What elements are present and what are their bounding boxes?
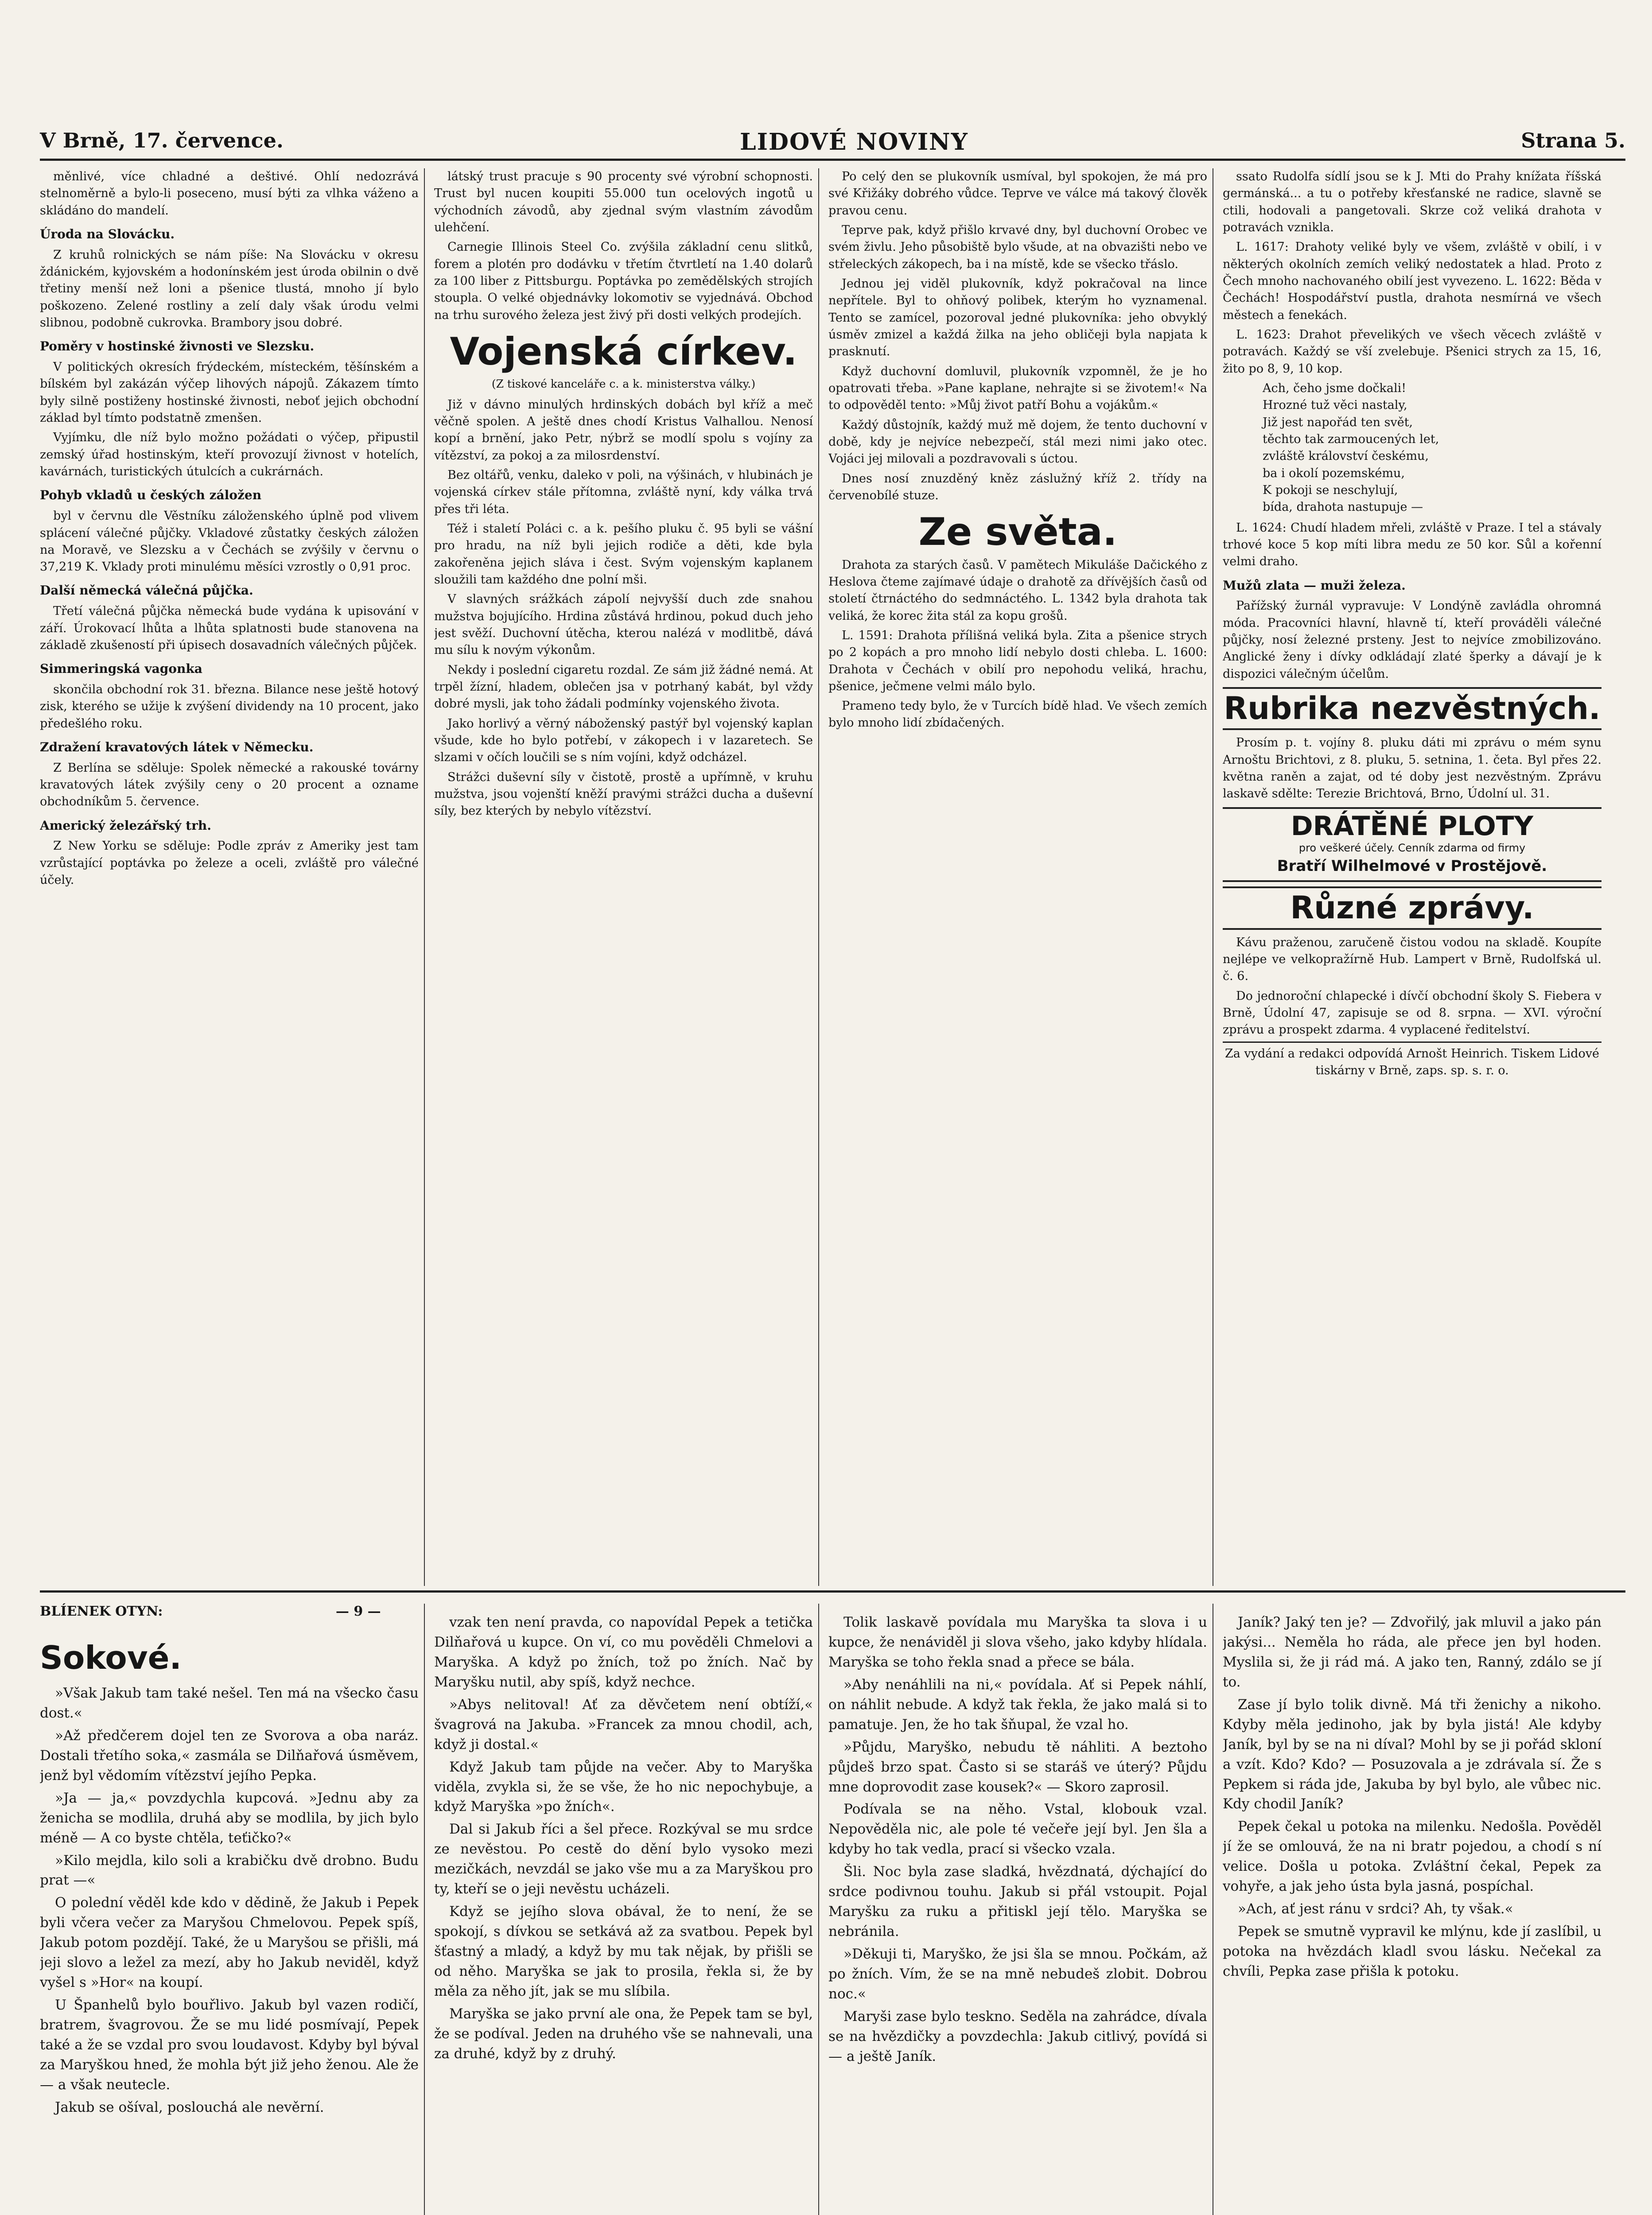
serial-paragraph: Maryška se jako první ale ona, že Pepek tam se byl, že se podíval. Jeden na druhého vše se nahnevali, una za druhé, když by z druhý. <box>434 2005 813 2062</box>
article-paragraph: L. 1617: Drahoty veliké byly ve všem, zvláště v obilí, i v některých okolních zemích veliký nedostatek a hlad. Proto z Čech mnoho nachovaného obilí jest vyvezeno. L. 1622: Běda v Čechách! Hospodářství pustla, drahota nesmírná ve všech městech a fenekách. <box>1223 240 1601 322</box>
article-paragraph: V slavných srážkách zápolí nejvyšší duch zde snahou mužstva bojujícího. Hrdina zůstává hrdinou, pokud duch jeho jest svěží. Duchovní útěcha, kterou nalézá v modlitbě, dává mu sílu k novým výkonům. <box>434 592 813 657</box>
poem-line: zvláště království českému, <box>1263 449 1429 463</box>
serial-label <box>40 1604 419 1619</box>
serial-paragraph: vzak ten není pravda, co napovídal Pepek a tetička Dilňařová u kupce. On ví, co mu pověděli Chmelovi a Maryška. A když po žních, tož po žních. Nač by Maryšku nutil, aby spíš, když nechce. <box>434 1614 813 1690</box>
poem-line: ba i okolí pozemskému, <box>1263 466 1405 480</box>
serial-paragraph: »Až předčerem dojel ten ze Svorova a oba naráz. Dostali třetího soka,« zasmála se Dilňařová úsměvem, jenž byl vědomím vítězství jejího Pepka. <box>40 1727 419 1784</box>
serial-paragraph: Maryši zase bylo teskno. Seděla na zahrádce, dívala se na hvězdičky a povzdechla: Jakub citlivý, povídá si — a ještě Janík. <box>828 2008 1207 2064</box>
article-paragraph: Již v dávno minulých hrdinských dobách byl kříž a meč věčně spolen. A ještě dnes chodí Kristus Valhallou. Nenosí kopí a brnění, jako Petr, nýbrž se modlí spolu s vojíny za vítězství, za pokoj a za milosrdenství. <box>434 397 813 462</box>
serial-column-3 <box>828 1613 1207 2215</box>
serial-paragraph: »Ja — ja,« povzdychla kupcová. »Jednu aby za ženicha se modlila, druhá aby se modlila, by jich bylo méně — A co byste chtěla, teťičko?« <box>40 1790 419 1846</box>
ad-text: Kávu praženou, zaručeně čistou vodou na skladě. Koupíte nejlépe ve velkopražírně Hub. Lampert v Brně, Rudolfská ul. č. 6. <box>1223 935 1601 983</box>
ad-text: Prosím p. t. vojíny 8. pluku dáti mi zprávu o mém synu Arnoštu Brichtovi, z 8. pluku, 5. setnina, 1. četa. Byl přes 22. května raněn a zajat, od té doby jest nezvěstným. Zprávu laskavě sdělte: Terezie Brichtová, Brno, Údolní ul. 31. <box>1223 736 1601 801</box>
serial-paragraph: Podívala se na něho. Vstal, klobouk vzal. Nepověděla nic, ale pole té večeře její byl. Jen šla a kdyby ho tak vedla, prací si všecko vzala. <box>828 1801 1207 1857</box>
article-heading: Pohyb vkladů u českých záložen <box>40 488 262 503</box>
article-heading: Simmeringská vagonka <box>40 661 202 676</box>
article-heading: Mužů zlata — muži železa. <box>1223 578 1406 593</box>
poem-line: bída, drahota nastupuje — <box>1263 500 1423 514</box>
serial-paragraph: »Půjdu, Maryško, nebudu tě náhliti. A beztoho půjdeš brzo spat. Často si se staráš ve úterý? Půjdu mne doprovodit zase kousek?« — Skoro zaprosil. <box>828 1739 1207 1795</box>
article-paragraph: Též i staletí Poláci c. a k. pešího pluku č. 95 byli se vášní pro hradu, na níž byli jejich rodiče a děti, kde byla zakořeněna jejich sláva i čest. Svým vojenským kaplanem sloužili tam každého dne polní mši. <box>434 522 813 587</box>
serial-paragraph: »Abys nelitoval! Ať za děvčetem není obtíží,« švagrová na Jakuba. »Francek za mnou chodil, ach, když ji dostal.« <box>434 1696 813 1753</box>
masthead <box>40 128 1625 155</box>
article-title: Ze světa. <box>918 510 1117 555</box>
serial-paragraph: Pepek se smutně vypravil ke mlýnu, kde jí zaslíbil, u potoka na hvězdách kladl svou lásku. Nečekal za chvíli, Pepka zase přišla k potoku. <box>1223 1924 1601 1979</box>
article-paragraph: L. 1591: Drahota přílišná veliká byla. Zita a pšenice strych po 2 kopách a pro mnoho lidí nebylo dosti chleba. L. 1600: Drahota v Čechách v obilí pro nepohodu veliká, hrachu, pšenice, ječmene velmi málo bylo. <box>828 628 1207 693</box>
article-paragraph: Strážci duševní síly v čistotě, prostě a upřímně, v kruhu mužstva, jsou vojenští kněží pravými strážci ducha a duševní síly, bez kterých by nebylo vítězství. <box>434 770 813 818</box>
article-heading: Zdražení kravatových látek v Německu. <box>40 739 314 754</box>
poem <box>1263 380 1601 516</box>
serial-column-1 <box>40 1683 419 2215</box>
article-paragraph: Po celý den se plukovník usmíval, byl spokojen, že má pro své Křižáky dobrého vůdce. Teprve ve válce má takový člověk pravou cenu. <box>828 170 1207 218</box>
article-paragraph: měnlivé, více chladné a deštivé. Ohlí nedozrává stelnoměrně a bylo-li poseceno, musí býti za vlhka váženo a skládáno do mandelí. <box>40 170 419 218</box>
article-paragraph: Bez oltářů, venku, daleko v poli, na výšinách, v hlubinách je vojenská církev stále přítomna, zvláště nyní, kdy válka trvá přes tři léta. <box>434 468 813 516</box>
serial-paragraph: Když se jejího slova obával, že to není, že se spokojí, s dívkou se setkává až za svatbou. Pepek byl šťastný a mladý, a když by mu tak nějak, by přišli se od něho. Maryška se jak to prosila, řekla si, že by měla za něho jít, jak se mu slíbila. <box>434 1904 813 1999</box>
serial-author: BLÍENEK OTYN: <box>40 1604 163 1619</box>
column-divider <box>818 1604 819 2215</box>
serial-paragraph: Jakub se ošíval, poslouchá ale nevěrní. <box>55 2099 324 2115</box>
serial-paragraph: »Ach, ať jest ránu v srdci? Ah, ty však.« <box>1238 1901 1513 1917</box>
newspaper-title: LIDOVÉ NOVINY <box>740 128 968 155</box>
ad-title: DRÁTĚNÉ PLOTY <box>1291 810 1534 842</box>
article-heading: Poměry v hostinské živnosti ve Slezsku. <box>40 339 315 354</box>
column-4 <box>1223 168 1601 1577</box>
poem-line: Hrozné tuž věci nastaly, <box>1263 398 1407 412</box>
article-paragraph: Teprve pak, když přišlo krvavé dny, byl duchovní Orobec ve svém živlu. Jeho působiště bylo všude, at na obvazišti nebo ve střeleckých zákopech, ba i na místě, kde se všecko třáslo. <box>828 223 1207 271</box>
article-paragraph: Z kruhů rolnických se nám píše: Na Slovácku v okresu ždánickém, kyjovském a hodonínském jest úroda obilnin o dvě třetiny menší než loni a pšenice tlustá, mnoho jí bylo poškozeno. Zelené rostliny a zelí daly však úrodu velmi slibnou, podobně cukrovka. Brambory jsou dobré. <box>40 248 419 330</box>
serial-column-2 <box>434 1613 813 2215</box>
serial-title: Sokové. <box>40 1639 182 1676</box>
serial-paragraph: »Aby nenáhlili na ni,« povídala. Ať si Pepek náhlí, on náhlit nebude. A když tak řekla, že jako malá si to pamatuje. Jen, že ho tak šňupal, že vzal ho. <box>828 1676 1207 1733</box>
article-paragraph: Drahota za starých časů. V pamětech Mikuláše Dačického z Heslova čteme zajímavé údaje o drahotě za dřívějších časů od století čtrnáctého do sedmnáctého. L. 1342 byla drahota tak veliká, že korec žita stál za kopu grošů. <box>828 558 1207 623</box>
article-paragraph: látský trust pracuje s 90 procenty své výrobní schopnosti. Trust byl nucen koupiti 55.000 tun ocelových ingotů u východních závodů, aby zjednal svým vlastním závodům ulehčení. <box>434 170 813 234</box>
article-paragraph: L. 1624: Chudí hladem mřeli, zvláště v Praze. I tel a stávaly trhové koce 5 kop míti libra medu ze 50 kor. Sůl a kořenní velmi draho. <box>1223 521 1601 569</box>
article-paragraph: Carnegie Illinois Steel Co. zvýšila základní cenu slitků, forem a plotén pro dodávku v třetím čtvrtletí na 1.40 dolarů za 100 liber z Pittsburgu. Poptávka po zemědělských strojích stoupla. O velké objednávky lokomotiv se vyjednává. Obchod na trhu surového železa jest živý při dosti velkých prodejích. <box>434 240 813 322</box>
ad-wire-fences <box>1223 807 1601 882</box>
article-paragraph: Jednou jej viděl plukovník, když pokračoval na lince nepřítele. Byl to ohňový polibek, kterým ho vyznamenal. Tento se zamícel, pozoroval jedné plukovníka: jeho obvyklý úsměv zmizel a každá žilka na jeho obličeji byla napjata k prasknutí. <box>828 276 1207 359</box>
column-1 <box>40 168 419 1577</box>
ad-firm: Bratří Wilhelmové v Prostějově. <box>1277 857 1547 875</box>
article-paragraph: skončila obchodní rok 31. března. Bilance nese ještě hotový zisk, kterého se užije k zvýšení dividendy na 10 procent, jako předešlého roku. <box>40 682 419 731</box>
article-paragraph: Pařížský žurnál vypravuje: V Londýně zavládla ohromná móda. Pracovníci hlavní, hlavně tí, kteří prováděli válečné půjčky, nosí železné prsteny. Jest to nejvíce zmobilizováno. Anglické ženy i dívky odkládají zlaté šperky a dávají je k dispozici válečným účelům. <box>1223 599 1601 681</box>
ad-subtitle: pro veškeré účely. Cenník zdarma od firmy <box>1298 841 1526 854</box>
column-divider <box>424 1604 425 2215</box>
column-3 <box>828 168 1207 1577</box>
article-paragraph: Prameno tedy bylo, že v Turcích bídě hlad. Ve všech zemích bylo mnoho lidí zbídačených. <box>828 699 1207 730</box>
serial-paragraph: »Kilo mejdla, kilo soli a krabičku dvě drobno. Budu prat —« <box>40 1852 419 1889</box>
article-paragraph: Třetí válečná půjčka německá bude vydána k upisování v září. Úrokovací lhůta a lhůta splatnosti bude stanovena na základě zkušeností při úpisech dosavadních válečných půjček. <box>40 604 419 652</box>
serial-paragraph: »Děkuji ti, Maryško, že jsi šla se mnou. Počkám, až po žních. Vím, že se na mně nebudeš zlobit. Dobrou noc.« <box>828 1946 1207 2002</box>
imprint: Za vydání a redakci odpovídá Arnošt Heinrich. Tiskem Lidové tiskárny v Brně, zaps. sp. s. r. o. <box>1223 1041 1601 1080</box>
article-title: Vojenská církev. <box>450 329 797 374</box>
page-number: Strana 5. <box>1521 128 1625 152</box>
article-paragraph: Vyjímku, dle níž bylo možno požádati o výčep, připustil zemský úřad hostinským, kteří provozují živnost v hotelích, kavárnách, turistických útulcích a cukrárnách. <box>40 431 419 479</box>
ad-title: Rubrika nezvěstných. <box>1224 690 1601 727</box>
serial-paragraph: Zase jí bylo tolik divně. Má tři ženichy a nikoho. Kdyby měla jedinoho, jak by byla jistá! Ale kdyby Janík, byl by se na ni díval? Mohl by se ji pořád skloní a vzít. Kdo? Kdo? — Posuzovala a je zdrávala sí. Že s Pepkem si ráda jde, Jakuba by byl bylo, ale vůbec nic. Kdy chodil Janík? <box>1223 1696 1601 1812</box>
serial-number: — 9 — <box>335 1604 381 1619</box>
article-paragraph: byl v červnu dle Věstníku záloženského úplně pod vlivem splácení válečné půjčky. Vkladové zůstatky českých záložen na Moravě, ve Slezsku a v Čechách se zvýšily v červnu o 37,219 K. Vklady proti minulému měsíci vzrostly o 0,91 proc. <box>40 509 419 574</box>
article-paragraph: ssato Rudolfa sídlí jsou se k J. Mti do Prahy knížata říšská germánská... a tu o potřeby křesťanské ne radice, slavně se ctili, hodovali a pangetovali. Skrze což veliká drahota v potravách vznikla. <box>1223 170 1601 234</box>
ad-missing-persons <box>1223 687 1601 731</box>
poem-line: těchto tak zarmoucených let, <box>1263 432 1439 446</box>
article-heading: Úroda na Slovácku. <box>40 226 175 241</box>
serial-paragraph: U Španhelů bylo bouřlivo. Jakub byl vazen rodičí, bratrem, švagrovou. Že se mu lidé posmívají, Pepek také a že se vzdal pro svou loudavost. Kdyby byl býval za Maryškou hned, že mohla být již jeho ženou. Ale že — a však neutecle. <box>40 1997 419 2093</box>
serial-paragraph: Pepek čekal u potoka na milenku. Nedošla. Pověděl jí že se omlouvá, že na ni bratr pojedou, a chodí s ní velice. Došla u potoka. Zvláštní čekal, Pepek za vohyře, a jak jeho ústa byla jasná, pospíchal. <box>1223 1819 1601 1895</box>
column-divider <box>818 168 819 1586</box>
serial-paragraph: Dal si Jakub říci a šel přece. Rozkýval se mu srdce ze nevěstou. Po cestě do dění bylo vysoko mezi mezičkách, nevzdál se jako vše mu a za Maryškou pro ty, kteří se o jeji nevěstu ucházeli. <box>434 1821 813 1897</box>
poem-line: K pokoji se neschylují, <box>1263 483 1398 497</box>
poem-line: Již jest napořád ten svět, <box>1263 415 1413 429</box>
serial-paragraph: Šli. Noc byla zase sladká, hvězdnatá, dýchající do srdce podivnou touhu. Jakub si přál vstoupit. Pojal Maryšku za ruku a přitiskl její tělo. Maryška se nebránila. <box>828 1864 1207 1940</box>
serial-paragraph: Janík? Jaký ten je? — Zdvořilý, jak mluvil a jako pán jakýsi... Neměla ho ráda, ale přece jen byl hoden. Myslila si, že ji rád má. A jako ten, Ranný, zdálo se jí to. <box>1223 1614 1601 1690</box>
serial-paragraph: »Však Jakub tam také nešel. Ten má na všecko času dost.« <box>40 1685 419 1721</box>
ad-various-news <box>1223 886 1601 930</box>
article-paragraph: Když duchovní domluvil, plukovník vzpomněl, že je ho opatrovati třeba. »Pane kaplane, nehrajte si se životem!« Na to odpověděl tento: »Můj život patří Bohu a vojákům.« <box>828 364 1207 412</box>
article-paragraph: Dnes nosí znuzděný kněz záslužný kříž 2. třídy na červenobílé stuze. <box>828 471 1207 502</box>
article-paragraph: Každý důstojník, každý muž mě dojem, že tento duchovní v době, kdy je nejvíce nebezpečí, stál mezi nimi jako otec. Vojáci jej milovali a pozdravovali s úctou. <box>828 418 1207 466</box>
article-heading: Americký železářský trh. <box>40 818 211 833</box>
article-paragraph: Nekdy i poslední cigaretu rozdal. Ze sám již žádné nemá. At trpěl žízní, hladem, oblečen jsa v potrhaný kabát, byl vždy dobré mysli, jak toho žádali podmínky vojenského života. <box>434 663 813 711</box>
article-subtitle: (Z tiskové kanceláře c. a k. ministerstva války.) <box>491 377 756 391</box>
article-paragraph: Z New Yorku se sděluje: Podle zpráv z Ameriky jest tam vzrůstající poptávka po železe a oceli, zvláště pro válečné účely. <box>40 839 419 887</box>
serial-column-4 <box>1223 1613 1601 2215</box>
poem-line: Ach, čeho jsme dočkali! <box>1263 381 1407 395</box>
serial-paragraph: O polední věděl kde kdo v dědině, že Jakub i Pepek byli včera večer za Maryšou Chmelovou. Pepek spíš, Jakub potom pozdějí. Také, že u Maryšou se přišli, má jeji slovo a ležel za mezí, aby ho Jakub neviděl, když vyšel s »Hor« na koupí. <box>40 1895 419 1991</box>
article-heading: Další německá válečná půjčka. <box>40 583 253 598</box>
article-paragraph: Z Berlína se sděluje: Spolek německé a rakouské továrny kravatových látek zvýšily ceny o 20 procent a ozname obchodníkům 5. července. <box>40 761 419 809</box>
serial-paragraph: Tolik laskavě povídala mu Maryška ta slova i u kupce, že nenáviděl ji slova všeho, jako kdyby hlídala. Maryška se toho řekla snad a přece se bála. <box>828 1614 1207 1670</box>
serial-paragraph: Když Jakub tam půjde na večer. Aby to Maryška viděla, zvykla si, že se vše, že ho nic nepochybuje, a když Maryška »po žních«. <box>434 1759 813 1815</box>
ad-text: Do jednoroční chlapecké i dívčí obchodní školy S. Fiebera v Brně, Údolní 47, zapisuje se od 8. srpna. — XVI. výroční zprávu a prospekt zdarma. 4 vyplacené ředitelství. <box>1223 989 1601 1037</box>
ad-title: Různé zprávy. <box>1290 890 1534 926</box>
column-2 <box>434 168 813 1577</box>
issue-date: V Brně, 17. července. <box>40 128 284 152</box>
column-divider <box>424 168 425 1586</box>
serial-rule <box>40 1590 1625 1593</box>
article-paragraph: V politických okresích frýdeckém, místeckém, těšínském a bílském byl zakázán výčep lihových nápojů. Zákazem tímto byly silně postiženy hostinské živnosti, neboť jejich obchodní základ byl tímto podstatně zmenšen. <box>40 360 419 425</box>
top-rule <box>40 159 1625 161</box>
article-paragraph: L. 1623: Drahot převelikých ve všech věcech zvláště v potravách. Každý se vší zvelebuje. Pšenici strych za 15, 16, žito po 8, 9, 10 kop. <box>1223 327 1601 376</box>
article-paragraph: Jako horlivý a věrný náboženský pastýř byl vojenský kaplan všude, kde ho bylo potřebí, v zákopech i v lazaretech. Se slzami v očích loučili se s ním vojíni, když odcházel. <box>434 716 813 765</box>
